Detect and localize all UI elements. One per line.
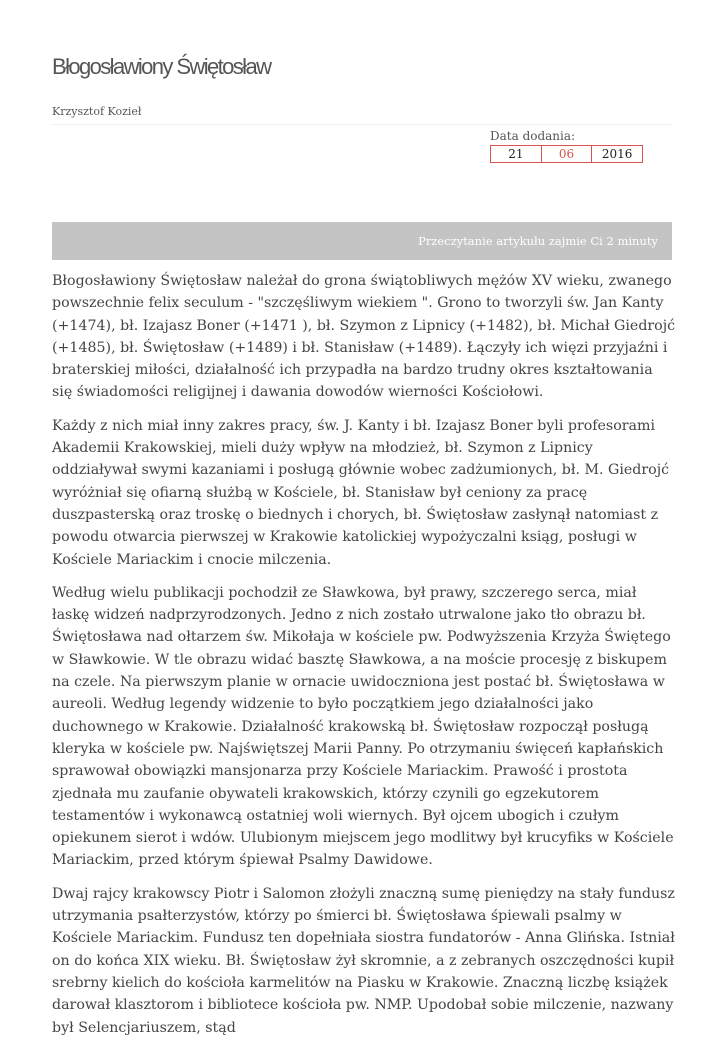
- article-body: [52, 270, 677, 1050]
- reading-time-bar: [52, 222, 672, 260]
- date-label: Data dodania:: [490, 129, 576, 143]
- article-paragraph: Dwaj rajcy krakowscy Piotr i Salomon złożyli znaczną sumę pieniędzy na stały fundusz utrzymania psałterzystów, którzy po śmierci bł. Świętosława śpiewali psalmy w Kościele Mariackim. Fundusz ten dopełniała siostra fundatorów - Anna Glińska. Istniał on do końca XIX wieku. Bł. Świętosław żył skromnie, a z zebranych oszczędności kupił srebrny kielich do kościoła karmelitów na Piasku w Krakowie. Znaczną liczbę książek darował klasztorom i bibliotece kościoła pw. NMP. Upodobał sobie milczenie, nazwany był Selencjariuszem, stąd: [52, 885, 675, 1036]
- article-paragraph: Błogosławiony Świętosław należał do grona świątobliwych mężów XV wieku, zwanego powszechnie felix seculum - "szczęśliwym wiekiem ". Grono to tworzyli św. Jan Kanty (+1474), bł. Izajasz Boner (+1471 ), bł. Szymon z Lipnicy (+1482), bł. Michał Giedrojć (+1485), bł. Świętosław (+1489) i bł. Stanisław (+1489). Łączyły ich więzi przyjaźni i braterskiej miłości, działalność ich przypadła na bardzo trudny okres kształtowania się świadomości religijnej i dawania dowodów wierności Kościołowi.: [52, 273, 676, 401]
- article-paragraph: Każdy z nich miał inny zakres pracy, św. J. Kanty i bł. Izajasz Boner byli profesorami Akademii Krakowskiej, mieli duży wpływ na młodzież, bł. Szymon z Lipnicy oddziaływał swymi kazaniami i posługą głównie wobec zadżumionych, bł. M. Giedrojć wyróżniał się ofiarną służbą w Kościele, bł. Stanisław był ceniony za pracę duszpasterską oraz troskę o biednych i chorych, bł. Świętosław zasłynął natomiast z powodu otwarcia pierwszej w Krakowie katolickiej wypożyczalni ksiąg, posługi w Kościele Mariackim i cnocie milczenia.: [52, 417, 670, 568]
- publish-date: [490, 145, 643, 163]
- reading-time-text: Przeczytanie artykułu zajmie Ci 2 minuty: [418, 234, 658, 248]
- article-paragraph: Według wielu publikacji pochodził ze Sławkowa, był prawy, szczerego serca, miał łaskę widzeń nadprzyrodzonych. Jedno z nich zostało utrwalone jako tło obrazu bł. Świętosława nad ołtarzem św. Mikołaja w kościele pw. Podwyższenia Krzyża Świętego w Sławkowie. W tle obrazu widać basztę Sławkowa, a na moście procesję z biskupem na czele. Na pierwszym planie w ornacie uwidoczniona jest postać bł. Świętosława w aureoli. Według legendy widzenie to było początkiem jego działalności jako duchownego w Krakowie. Działalność krakowską bł. Świętosław rozpoczął posługą kleryka w kościele pw. Najświętszej Marii Panny. Po otrzymaniu święceń kapłańskich sprawował obowiązki mansjonarza przy Kościele Mariackim. Prawość i prostota zjednała mu zaufanie obywateli krakowskich, którzy czynili go egzekutorem testamentów i wykonawcą ostatniej woli wiernych. Był ojcem ubogich i czułym opiekunem sierot i wdów. Ulubionym miejscem jego modlitwy był krucyfiks w Kościele Mariackim, przed którym śpiewał Psalmy Dawidowe.: [52, 584, 674, 869]
- date-month: 06: [541, 146, 592, 162]
- date-day: 21: [508, 147, 524, 161]
- article-author: Krzysztof Kozieł: [52, 105, 142, 118]
- article-title: Błogosławiony Świętosław: [52, 54, 271, 79]
- date-year: 2016: [591, 146, 642, 162]
- header-divider: [52, 124, 672, 125]
